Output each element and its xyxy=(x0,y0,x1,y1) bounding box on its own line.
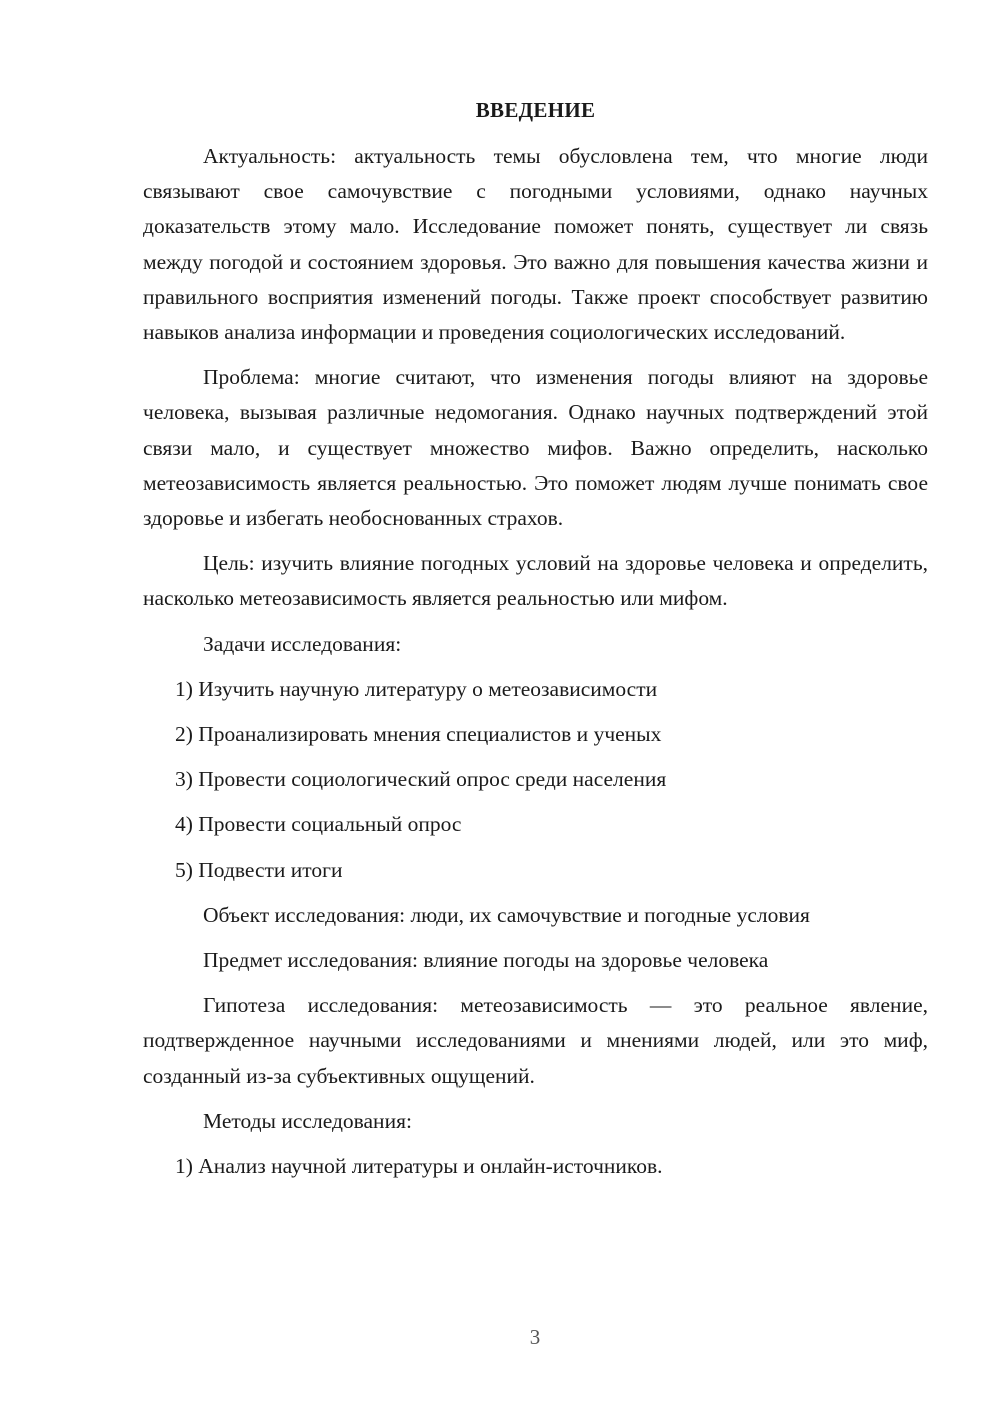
page-number: 3 xyxy=(529,1325,541,1349)
tasks-list xyxy=(143,672,928,888)
section-title: ВВЕДЕНИЕ xyxy=(475,98,596,122)
list-item: 3) Провести социологический опрос среди населения xyxy=(175,767,667,792)
methods-list xyxy=(143,1149,928,1184)
list-item: 4) Провести социальный опрос xyxy=(175,812,462,837)
methods-heading: Методы исследования: xyxy=(203,1108,412,1133)
goal-paragraph: Цель: изучить влияние погодных условий на здоровье человека и определить, насколько метеозависимость является реальностью или мифом. xyxy=(143,551,928,611)
list-item: 5) Подвести итоги xyxy=(175,857,343,882)
list-item: 2) Проанализировать мнения специалистов и ученых xyxy=(175,722,662,747)
subject-line: Предмет исследования: влияние погоды на здоровье человека xyxy=(203,948,769,973)
list-item: 1) Анализ научной литературы и онлайн-источников. xyxy=(175,1154,663,1179)
list-item: 1) Изучить научную литературу о метеозависимости xyxy=(175,676,658,701)
document-page xyxy=(143,93,928,1194)
hypothesis-paragraph: Гипотеза исследования: метеозависимость — это реальное явление, подтвержденное научными исследованиями и мнениями людей, или это миф, созданный из-за субъективных ощущений. xyxy=(143,993,928,1088)
problem-paragraph: Проблема: многие считают, что изменения погоды влияют на здоровье человека, вызывая различные недомогания. Однако научных подтверждений этой связи мало, и существует множество мифов. Важно определить, насколько метеозависимость является реальностью. Это поможет людям лучше понимать свое здоровье и избегать необоснованных страхов. xyxy=(143,365,928,531)
relevance-paragraph: Актуальность: актуальность темы обусловлена тем, что многие люди связывают свое самочувствие с погодными условиями, однако научных доказательств этому мало. Исследование поможет понять, существует ли связь между погодой и состоянием здоровья. Это важно для повышения качества жизни и правильного восприятия изменений погоды. Также проект способствует развитию навыков анализа информации и проведения социологических исследований. xyxy=(143,144,928,345)
tasks-heading: Задачи исследования: xyxy=(203,631,402,656)
object-line: Объект исследования: люди, их самочувствие и погодные условия xyxy=(203,902,810,927)
